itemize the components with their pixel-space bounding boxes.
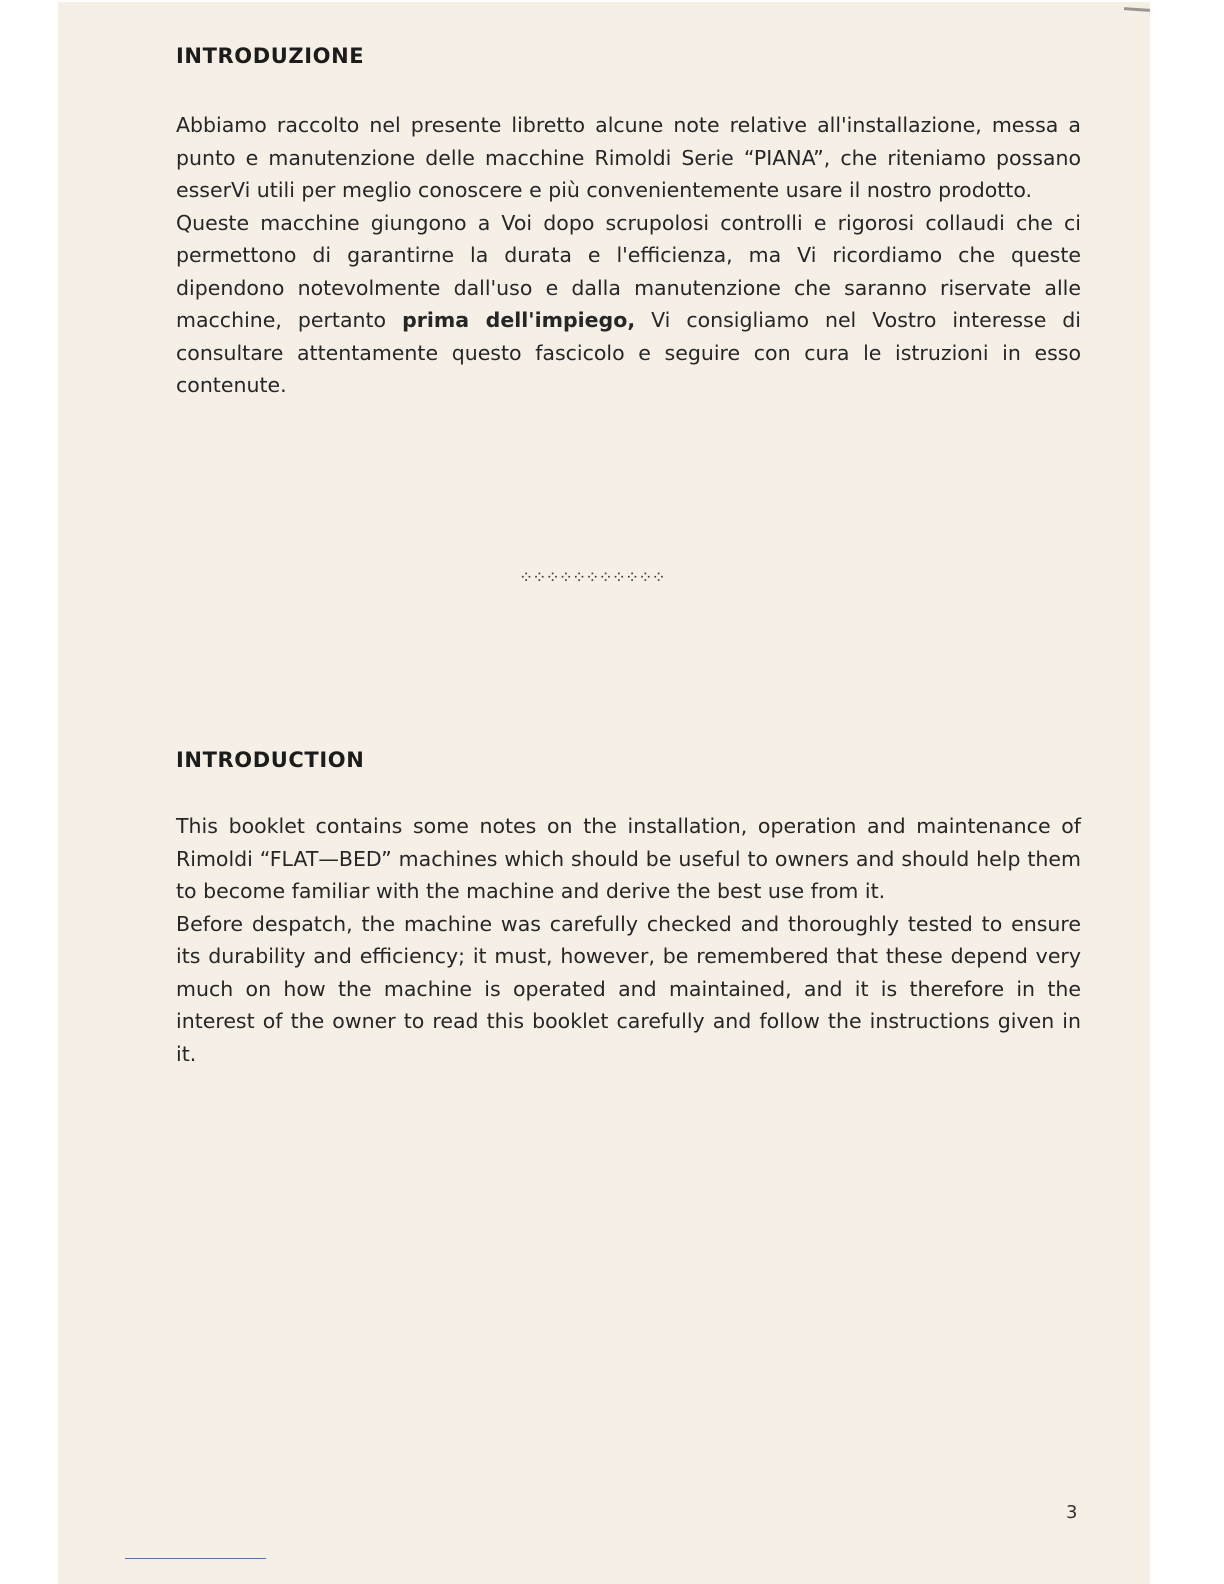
italian-body bbox=[176, 109, 1081, 402]
italian-paragraph-2 bbox=[176, 207, 1081, 402]
page-number: 3 bbox=[1066, 1502, 1078, 1523]
heading-introduction: INTRODUCTION bbox=[176, 748, 365, 772]
italian-emphasis: prima dell'impiego, bbox=[402, 308, 636, 332]
italian-paragraph-2-start: Queste macchine giungono a Voi dopo scrupolosi controlli e rigorosi collaudi che ci permettono di garantirne la durata e l'efficienza, ma Vi ricordiamo che queste dipendono notevolmente dall'uso e dalla manutenzione che saranno riservate alle macchine, pertanto bbox=[176, 210, 1081, 332]
italian-paragraph-1: Abbiamo raccolto nel presente libretto alcune note relative all'installazione, messa a punto e manutenzione delle macchine Rimoldi Serie “PIANA”, che riteniamo possano esserVi utili per meglio conoscere e più convenientemente usare il nostro prodotto. bbox=[176, 113, 1081, 202]
ornamental-divider: ⁘⁘⁘⁘⁘⁘⁘⁘⁘⁘⁘ bbox=[519, 568, 665, 588]
english-paragraph-1: This booklet contains some notes on the installation, operation and maintenance of Rimoldi “FLAT—BED” machines which should be useful to owners and should help them to become familiar with the machine and derive the best use from it. bbox=[176, 814, 1081, 903]
english-body bbox=[176, 810, 1081, 1070]
footer-link-line bbox=[125, 1558, 266, 1559]
italian-paragraph-2-end: Vi consigliamo nel Vostro interesse di consultare attentamente questo fascicolo e seguire con cura le istruzioni in esso contenute. bbox=[176, 308, 1081, 397]
heading-introduzione: INTRODUZIONE bbox=[176, 44, 365, 68]
english-paragraph-2: Before despatch, the machine was carefully checked and thoroughly tested to ensure its durability and efficiency; it must, however, be remembered that these depend very much on how the machine is operated and maintained, and it is therefore in the interest of the owner to read this booklet carefully and follow the instructions given in it. bbox=[176, 911, 1081, 1066]
